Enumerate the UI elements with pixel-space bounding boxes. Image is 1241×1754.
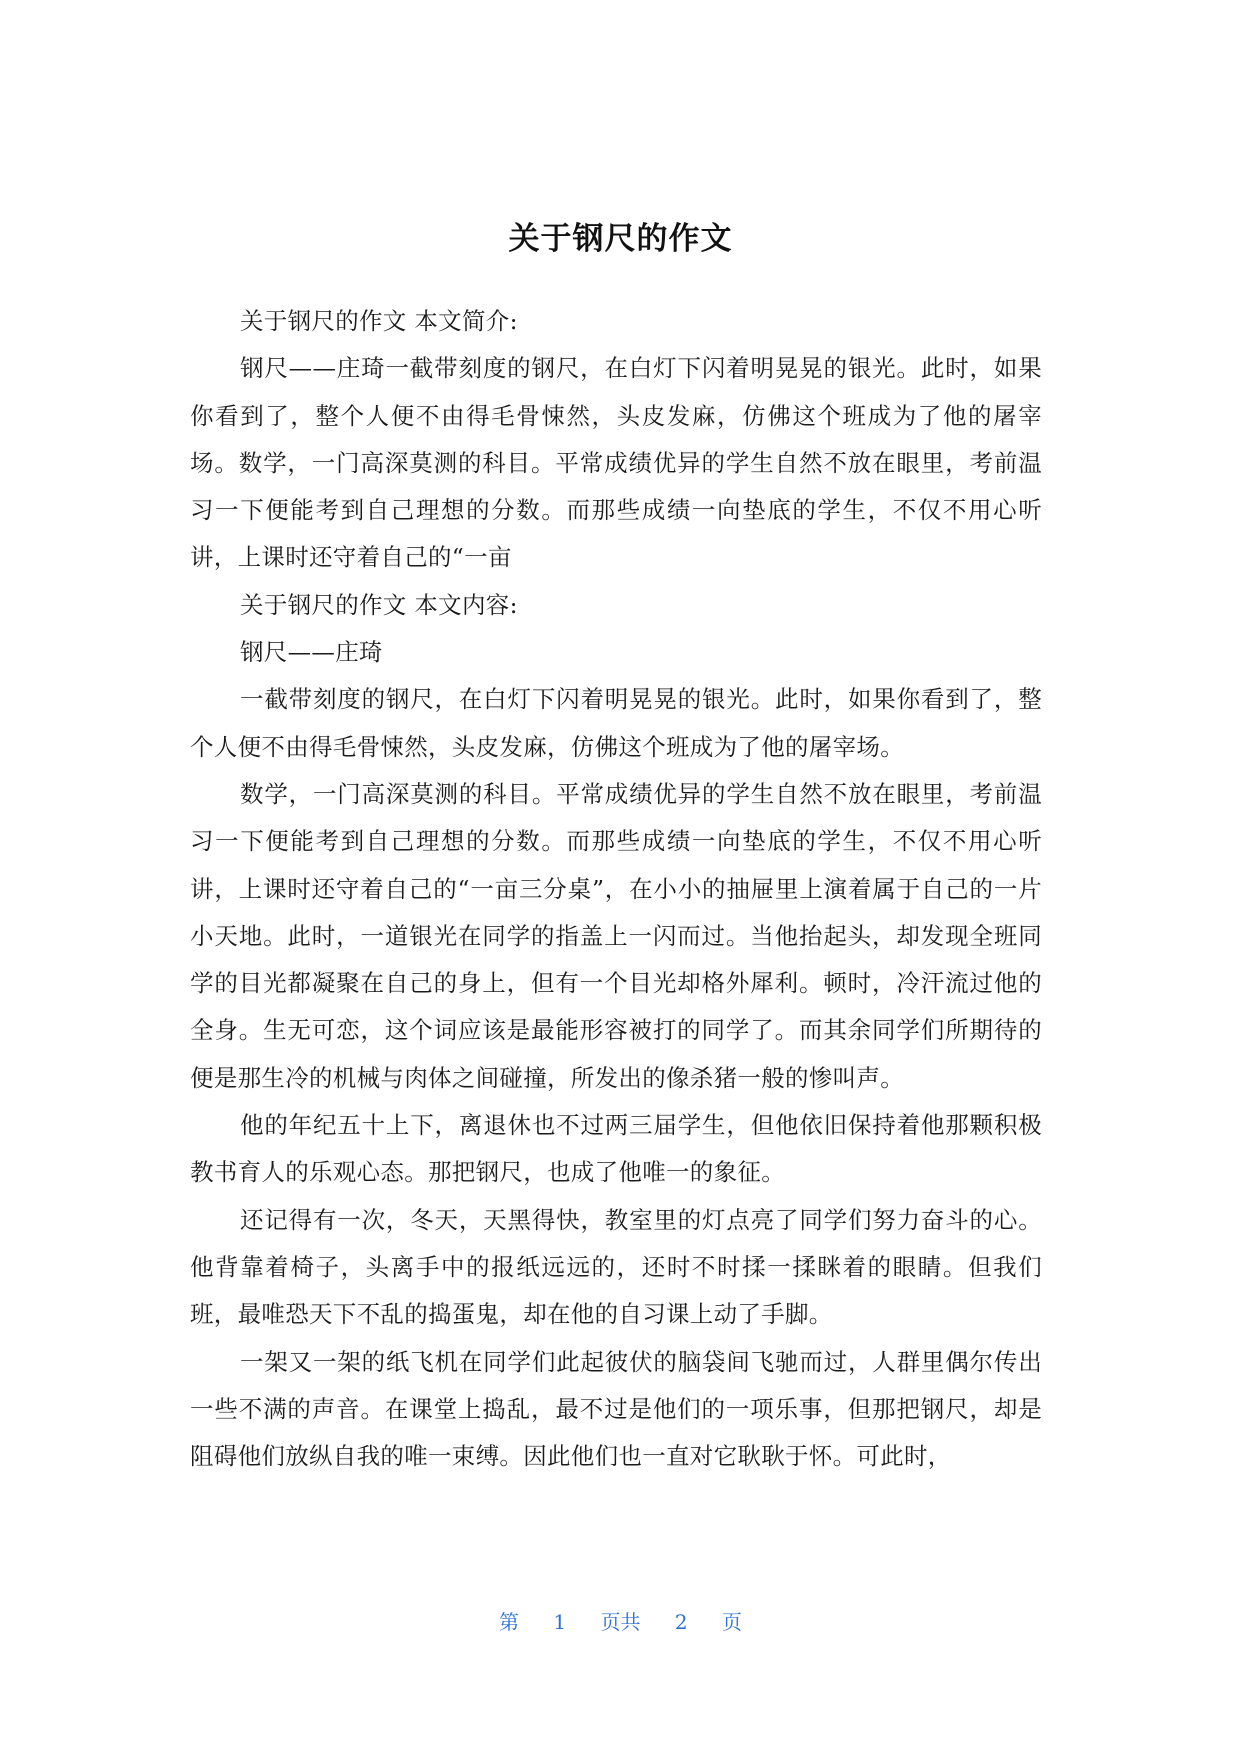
- footer-total-pages: 2: [674, 1610, 688, 1634]
- paragraph: 一架又一架的纸飞机在同学们此起彼伏的脑袋间飞驰而过，人群里偶尔传出一些不满的声音。在课堂上捣乱，最不过是他们的一项乐事，但那把钢尺，却是阻碍他们放纵自我的唯一束缚。因此他们也一直对它耿耿于怀。可此时，: [190, 1347, 1042, 1471]
- paragraph: 还记得有一次，冬天，天黑得快，教室里的灯点亮了同学们努力奋斗的心。他背靠着椅子，头离手中的报纸远远的，还时不时揉一揉眯着的眼睛。但我们班，最唯恐天下不乱的捣蛋鬼，却在他的自习课上动了手脚。: [190, 1205, 1042, 1329]
- paragraph: 数学，一门高深莫测的科目。平常成绩优异的学生自然不放在眼里，考前温习一下便能考到自己理想的分数。而那些成绩一向垫底的学生，不仅不用心听讲，上课时还守着自己的“一亩三分桌”，在小小的抽屉里上演着属于自己的一片小天地。此时，一道银光在同学的指盖上一闪而过。当他抬起头，却发现全班同学的目光都凝聚在自己的身上，但有一个目光却格外犀利。顿时，冷汗流过他的全身。生无可恋，这个词应该是最能形容被打的同学了。而其余同学们所期待的便是那生冷的机械与肉体之间碰撞，所发出的像杀猪一般的惨叫声。: [190, 779, 1042, 1092]
- footer-middle: 页共: [600, 1610, 641, 1634]
- paragraph-summary: 钢尺——庄琦一截带刻度的钢尺，在白灯下闪着明晃晃的银光。此时，如果你看到了，整个人便不由得毛骨悚然，头皮发麻，仿佛这个班成为了他的屠宰场。数学，一门高深莫测的科目。平常成绩优异的学生自然不放在眼里，考前温习一下便能考到自己理想的分数。而那些成绩一向垫底的学生，不仅不用心听讲，上课时还守着自己的“一亩: [190, 354, 1042, 572]
- paragraph: 一截带刻度的钢尺，在白灯下闪着明晃晃的银光。此时，如果你看到了，整个人便不由得毛骨悚然，头皮发麻，仿佛这个班成为了他的屠宰场。: [190, 685, 1042, 761]
- paragraph-content-heading: 关于钢尺的作文 本文内容:: [240, 590, 518, 619]
- document-title: 关于钢尺的作文: [508, 220, 733, 257]
- footer-prefix: 第: [499, 1610, 520, 1634]
- page-footer: [0, 1606, 1241, 1635]
- paragraph-essay-title: 钢尺——庄琦: [240, 638, 383, 667]
- paragraph-intro-heading: 关于钢尺的作文 本文简介:: [240, 307, 518, 335]
- paragraph: 他的年纪五十上下，离退休也不过两三届学生，但他依旧保持着他那颗积极教书育人的乐观心态。那把钢尺，也成了他唯一的象征。: [190, 1111, 1042, 1187]
- footer-suffix: 页: [721, 1610, 742, 1634]
- footer-current-page: 1: [553, 1610, 567, 1634]
- document-body: [190, 298, 1042, 1480]
